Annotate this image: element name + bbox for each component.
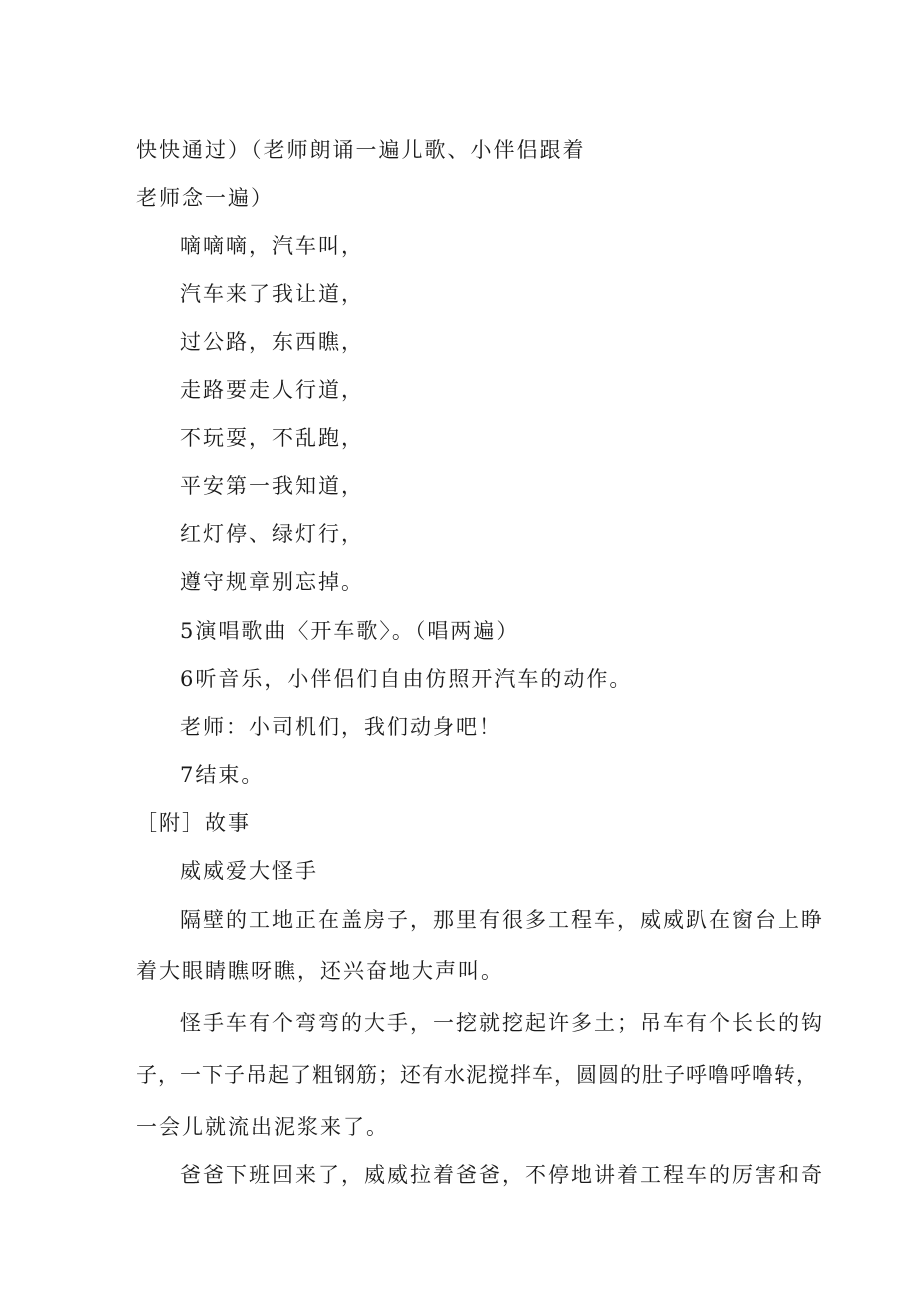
story-paragraph-3-line-1: 爸爸下班回来了，威威拉着爸爸，不停地讲着工程车的厉害和奇 — [180, 1163, 824, 1187]
step-6: 6听音乐，小伴侣们自由仿照开汽车的动作。 — [180, 667, 633, 691]
story-paragraph-1-line-1: 隔壁的工地正在盖房子，那里有很多工程车，威威趴在窗台上睁 — [180, 908, 824, 932]
rhyme-line-1: 嘀嘀嘀，汽车叫， — [180, 234, 364, 258]
rhyme-line-7: 红灯停、绿灯行， — [180, 522, 364, 546]
story-paragraph-1-line-2: 着大眼睛瞧呀瞧，还兴奋地大声叫。 — [136, 959, 504, 983]
teacher-quote: 老师：小司机们，我们动身吧！ — [180, 715, 502, 739]
rhyme-line-3: 过公路，东西瞧， — [180, 330, 364, 354]
step-7: 7结束。 — [180, 763, 265, 787]
appendix-heading: ［附］故事 — [136, 811, 251, 835]
rhyme-line-4: 走路要走人行道， — [180, 378, 364, 402]
step-5: 5演唱歌曲〈开车歌〉。（唱两遍） — [180, 619, 520, 643]
text-line-activity-recitation-cont: 老师念一遍） — [136, 186, 274, 210]
story-title: 威威爱大怪手 — [180, 859, 318, 883]
story-paragraph-2-line-2: 子，一下子吊起了粗钢筋；还有水泥搅拌车，圆圆的肚子呼噜呼噜转， — [136, 1063, 818, 1087]
rhyme-line-6: 平安第一我知道， — [180, 474, 364, 498]
text-line-activity-recitation: 快快通过）（老师朗诵一遍儿歌、小伴侣跟着 — [136, 138, 586, 162]
story-paragraph-2-line-1: 怪手车有个弯弯的大手，一挖就挖起许多土；吊车有个长长的钩 — [180, 1011, 824, 1035]
rhyme-line-5: 不玩耍，不乱跑， — [180, 426, 364, 450]
rhyme-line-8: 遵守规章别忘掉。 — [180, 570, 364, 594]
rhyme-line-2: 汽车来了我让道， — [180, 282, 364, 306]
story-paragraph-2-line-3: 一会儿就流出泥浆来了。 — [136, 1115, 389, 1139]
